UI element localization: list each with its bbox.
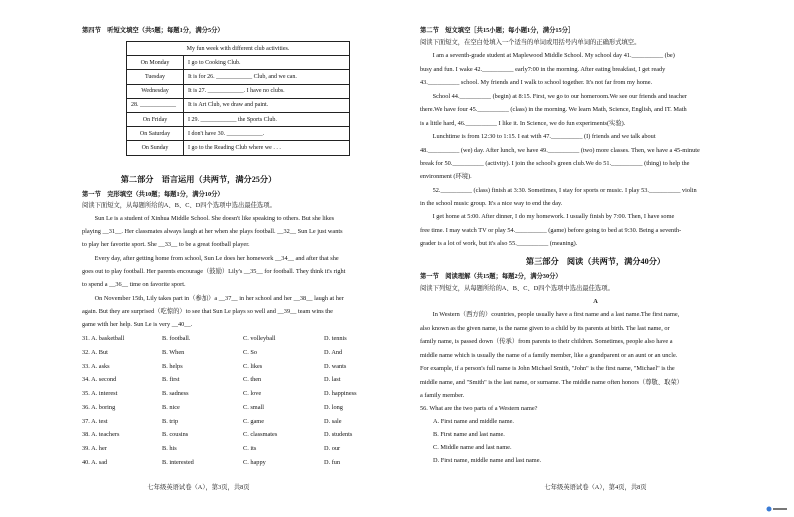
cloze-section-title: 第一节 完形填空（共10题；每题1分，满分10分） (82, 191, 224, 198)
left-page: 第四节 听短文填空（共5题；每题1分，满分5分） My fun week with different club activities. On Monday I go to Cooking Club. Tuesday It is for 26. ____________ Club, and we can. Wednesday It is 27. ____________. I have no clubs. 28. ____________ It is Art Club, we draw and paint. On Friday I 29. ____________ the Sports Club. On Saturday I don't have 30. ____________. On Sunday I go to the Reading Club where we . . . 第二部分 语言运用（共两节，满分25分） 第一节 完形填空（共10题；每题1分，满分10分） 阅读下面短文，从每题所给的A、B、C、D四个选项中选出最佳选项。 Sun Le is a student of Xinhua Middle School. She doesn't like speaking to others. But she likes playing __31__. Her classmates always laugh at her when she plays football. __32__ Sun Le just wants to play her favorite sport. She __33__ to be a great football player. Every day, after getting home from school, Sun Le does her homework __34__ and after that she goes out to play football. Her parents encourage（鼓励）Lily's __35__ for football. They think it's right to spend a __36__ time on favorite sport. On November 15th, Lily takes part in（参加）a __37__ in her school and her __38__ laugh at her again. But they are surprised（吃惊的）to see that Sun Le plays so well and __39__ team wins the game with her help. Sun Le is very __40__. 31. A. basketball B. football. C. volleyball D. tennis 32. A. But B. When C. So D. And 33. A. asks B. helps C. likes D. wants 34. A. second B. first C. then D. last 35. A. interest B. sadness C. love D. happiness 36. A. boring B. nice C. small D. long 37. A. test B. trip C. game D. sale 38. A. teachers B. cousins C. classmates D. students 39. A. her B. his C. its D. our 40. A. sad B. interested C. happy D. fun 七年级英语试卷（A），第3页，共8页 (0, 0, 397, 517)
fill-blank-section-title: 第二节 短文填空［共15小题；每小题1分，满分15分］ (420, 27, 575, 34)
right-page: 第二节 短文填空［共15小题；每小题1分，满分15分］ 阅读下面短文，在空白处填入一个适当的单词或用括号内单词的正确形式填空。 I am a seventh-grade student at Maplewood Middle School. My school day 41.__________ (be) busy and fun. I wake 42.__________ early7:00 in the morning. After eating breakfast, I get ready 43.__________ school. My friends and I walk to school together. It's not far from my home. School 44.__________ (begin) at 8:15. First, we go to our homeroom.We see our friends and teacher there.We have four 45.__________ (class) in the morning. We learn Math, Science, English, and IT. Math is a little hard, 46.__________ I like it. In Science, we do fun experiments(实验). Lunchtime is from 12:30 to 1:15. I eat with 47.__________ (I) friends and we talk about 48.__________ (we) day. After lunch, we have 49.__________ (two) more classes. Then, we have a 45-minute break for 50.__________ (activity). I join the school's green club.We do 51.__________ (thing) to help the environment (环境). 52.__________ (class) finish at 3:30. Sometimes, I stay for sports or music. I play 53.__________ violin in the school music group. It's a nice way to end the day. I get home at 5:00. After dinner, I do my homework. I usually finish by 7:00. Then, I have some free time. I may watch TV or play 54.__________ (game) before going to bed at 9:30. Being a seventh- grader is a lot of work, but it's also 55.__________ (meaning). 第三部分 阅读（共两节，满分40分） 第一节 阅读理解（共15题；每题2分，满分30分） 阅读下列短文，从每题所给的A、B、C、D四个选项中选出最佳选项。 A In Western（西方的）countries, people usually have a first name and a last name.The first name, also known as the given name, is the name given to a child by its parents at birth. The last name, or family name, is passed down（传承）from parents to their children. Sometimes, people also have a middle name which is usually the name of a family member, like a grandparent or an aunt or an uncle. For example, if a person's full name is John Michael Smith, "John" is the first name, "Michael" is the middle name, and "Smith" is the last name, or surname. The middle name often honors（尊敬、取荣） a family member. 56. What are the two parts of a Western name? A. First name and middle name. B. First name and last name. C. Middle name and last name. D. First name, middle name and last name. 七年级英语试卷（A），第4页，共8页 (397, 0, 794, 517)
table-row: Tuesday It is for 26. ____________ Club, and we can. (127, 70, 350, 84)
answer-option: A. First name and middle name. (433, 418, 514, 425)
table-row: Wednesday It is 27. ____________. I have no clubs. (127, 84, 350, 98)
answer-option: C. Middle name and last name. (433, 444, 512, 451)
reading-instructions: 阅读下列短文，从每题所给的A、B、C、D四个选项中选出最佳选项。 (420, 285, 614, 292)
fill-blank-instructions: 阅读下面短文，在空白处填入一个适当的单词或用括号内单词的正确形式填空。 (420, 39, 641, 46)
answer-option: B. First name and last name. (433, 431, 505, 438)
page-footer: 七年级英语试卷（A），第3页，共8页 (147, 484, 250, 491)
table-row: On Sunday I go to the Reading Club where we . . . (127, 141, 350, 155)
fun-week-table (126, 41, 350, 156)
cloze-instructions: 阅读下面短文，从每题所给的A、B、C、D四个选项中选出最佳选项。 (82, 202, 276, 209)
watermark-logo-icon (766, 506, 788, 512)
part2-title: 第二部分 语言运用（共两节，满分25分） (120, 175, 277, 184)
passage-label: A (593, 298, 598, 305)
question-56: 56. What are the two parts of a Western name? (420, 405, 538, 412)
table-row: On Friday I 29. ____________ the Sports Club. (127, 112, 350, 126)
table-row: 28. ____________ It is Art Club, we draw and paint. (127, 98, 350, 112)
reading-section-title: 第一节 阅读理解（共15题；每题2分，满分30分） (420, 273, 562, 280)
table-row: On Saturday I don't have 30. ____________. (127, 127, 350, 141)
page-footer: 七年级英语试卷（A），第4页，共8页 (544, 484, 647, 491)
table-header: My fun week with different club activities. (127, 42, 350, 56)
answer-option: D. First name, middle name and last name. (433, 457, 542, 464)
table-row: On Monday I go to Cooking Club. (127, 56, 350, 70)
part3-title: 第三部分 阅读（共两节，满分40分） (525, 257, 666, 266)
section4-title: 第四节 听短文填空（共5题；每题1分，满分5分） (82, 27, 224, 34)
